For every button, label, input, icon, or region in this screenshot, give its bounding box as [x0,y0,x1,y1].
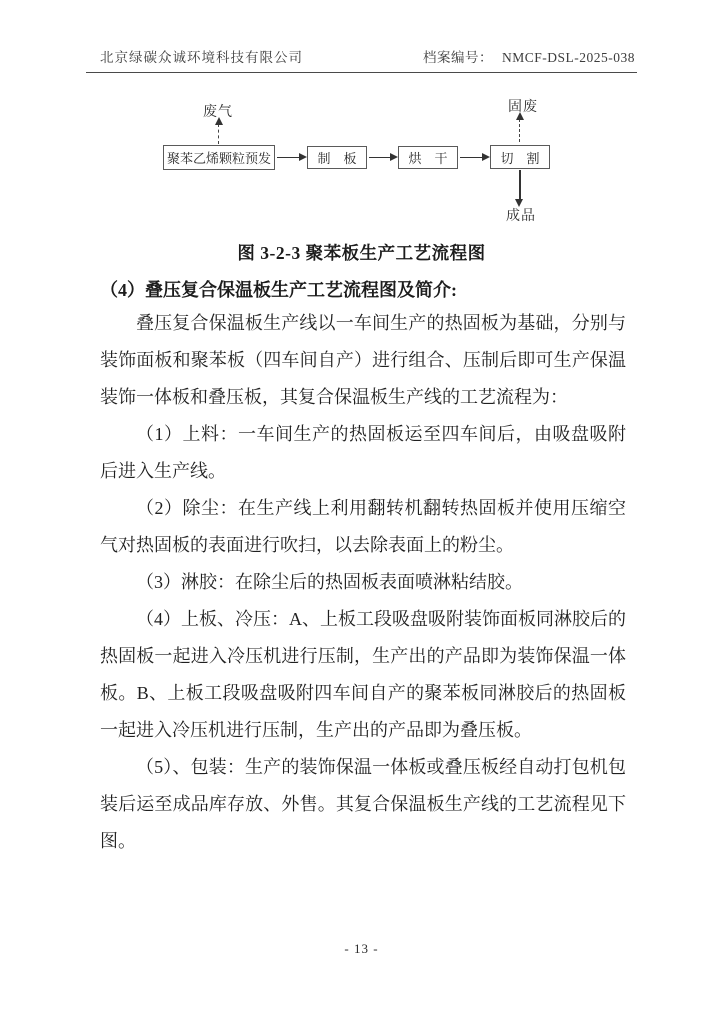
paragraph-step-4: （4）上板、冷压：A、上板工段吸盘吸附装饰面板同淋胶后的热固板一起进入冷压机进行压制，生产出的产品即为装饰保温一体板。B、上板工段吸盘吸附四车间自产的聚苯板同淋胶后的热固板一起进入冷压机进行压制，生产出的产品即为叠压板。 [100,609,626,740]
flow-box-pre-expansion [163,145,275,170]
paragraph-intro: 叠压复合保温板生产线以一车间生产的热固板为基础，分别与装饰面板和聚苯板（四车间自产）进行组合、压制后即可生产保温装饰一体板和叠压板，其复合保温板生产线的工艺流程为： [100,313,626,407]
figure-caption: 图 3-2-3 聚苯板生产工艺流程图 [237,243,486,263]
process-flowchart [0,95,723,230]
flow-box-cutting-label: 切 割 [500,150,540,166]
company-name: 北京绿碳众诚环境科技有限公司 [100,50,303,65]
flow-arrow-icon [369,157,391,159]
flow-box-board-making-label: 制 板 [317,151,357,166]
flow-box-drying-label: 烘 干 [408,151,448,166]
solid-waste-label: 固废 [508,100,538,115]
section-heading: （4）叠压复合保温板生产工艺流程图及简介: [100,280,457,300]
product-arrow-icon [519,170,521,200]
flow-arrow-icon [460,157,483,159]
flow-box-cutting [490,145,550,169]
page-header [86,46,637,73]
waste-gas-dashed-arrow-icon [218,124,219,144]
flow-box-drying [398,146,458,169]
flow-box-board-making [307,146,367,169]
solid-waste-dashed-arrow-icon [519,119,520,142]
waste-gas-label: 废气 [203,105,233,120]
archive-number [423,46,635,66]
paragraph-step-1: （1）上料：一车间生产的热固板运至四车间后，由吸盘吸附后进入生产线。 [100,424,626,481]
archive-number-value: NMCF-DSL-2025-038 [501,50,635,65]
page-number: - 13 - [344,941,379,956]
body-text [100,305,626,860]
archive-number-label: 档案编号： [422,50,493,65]
page-header-row [86,46,637,66]
paragraph-step-5: （5）、包装：生产的装饰保温一体板或叠压板经自动打包机包装后运至成品库存放、外售。其复合保温板生产线的工艺流程见下图。 [100,757,626,851]
paragraph-step-2: （2）除尘：在生产线上利用翻转机翻转热固板并使用压缩空气对热固板的表面进行吹扫，以去除表面上的粉尘。 [100,498,626,555]
flow-arrow-icon [277,157,300,159]
paragraph-step-3: （3）淋胶：在除尘后的热固板表面喷淋粘结胶。 [136,572,523,592]
product-label: 成品 [506,209,536,224]
flow-box-pre-expansion-label: 聚苯乙烯颗粒预发 [166,151,271,166]
